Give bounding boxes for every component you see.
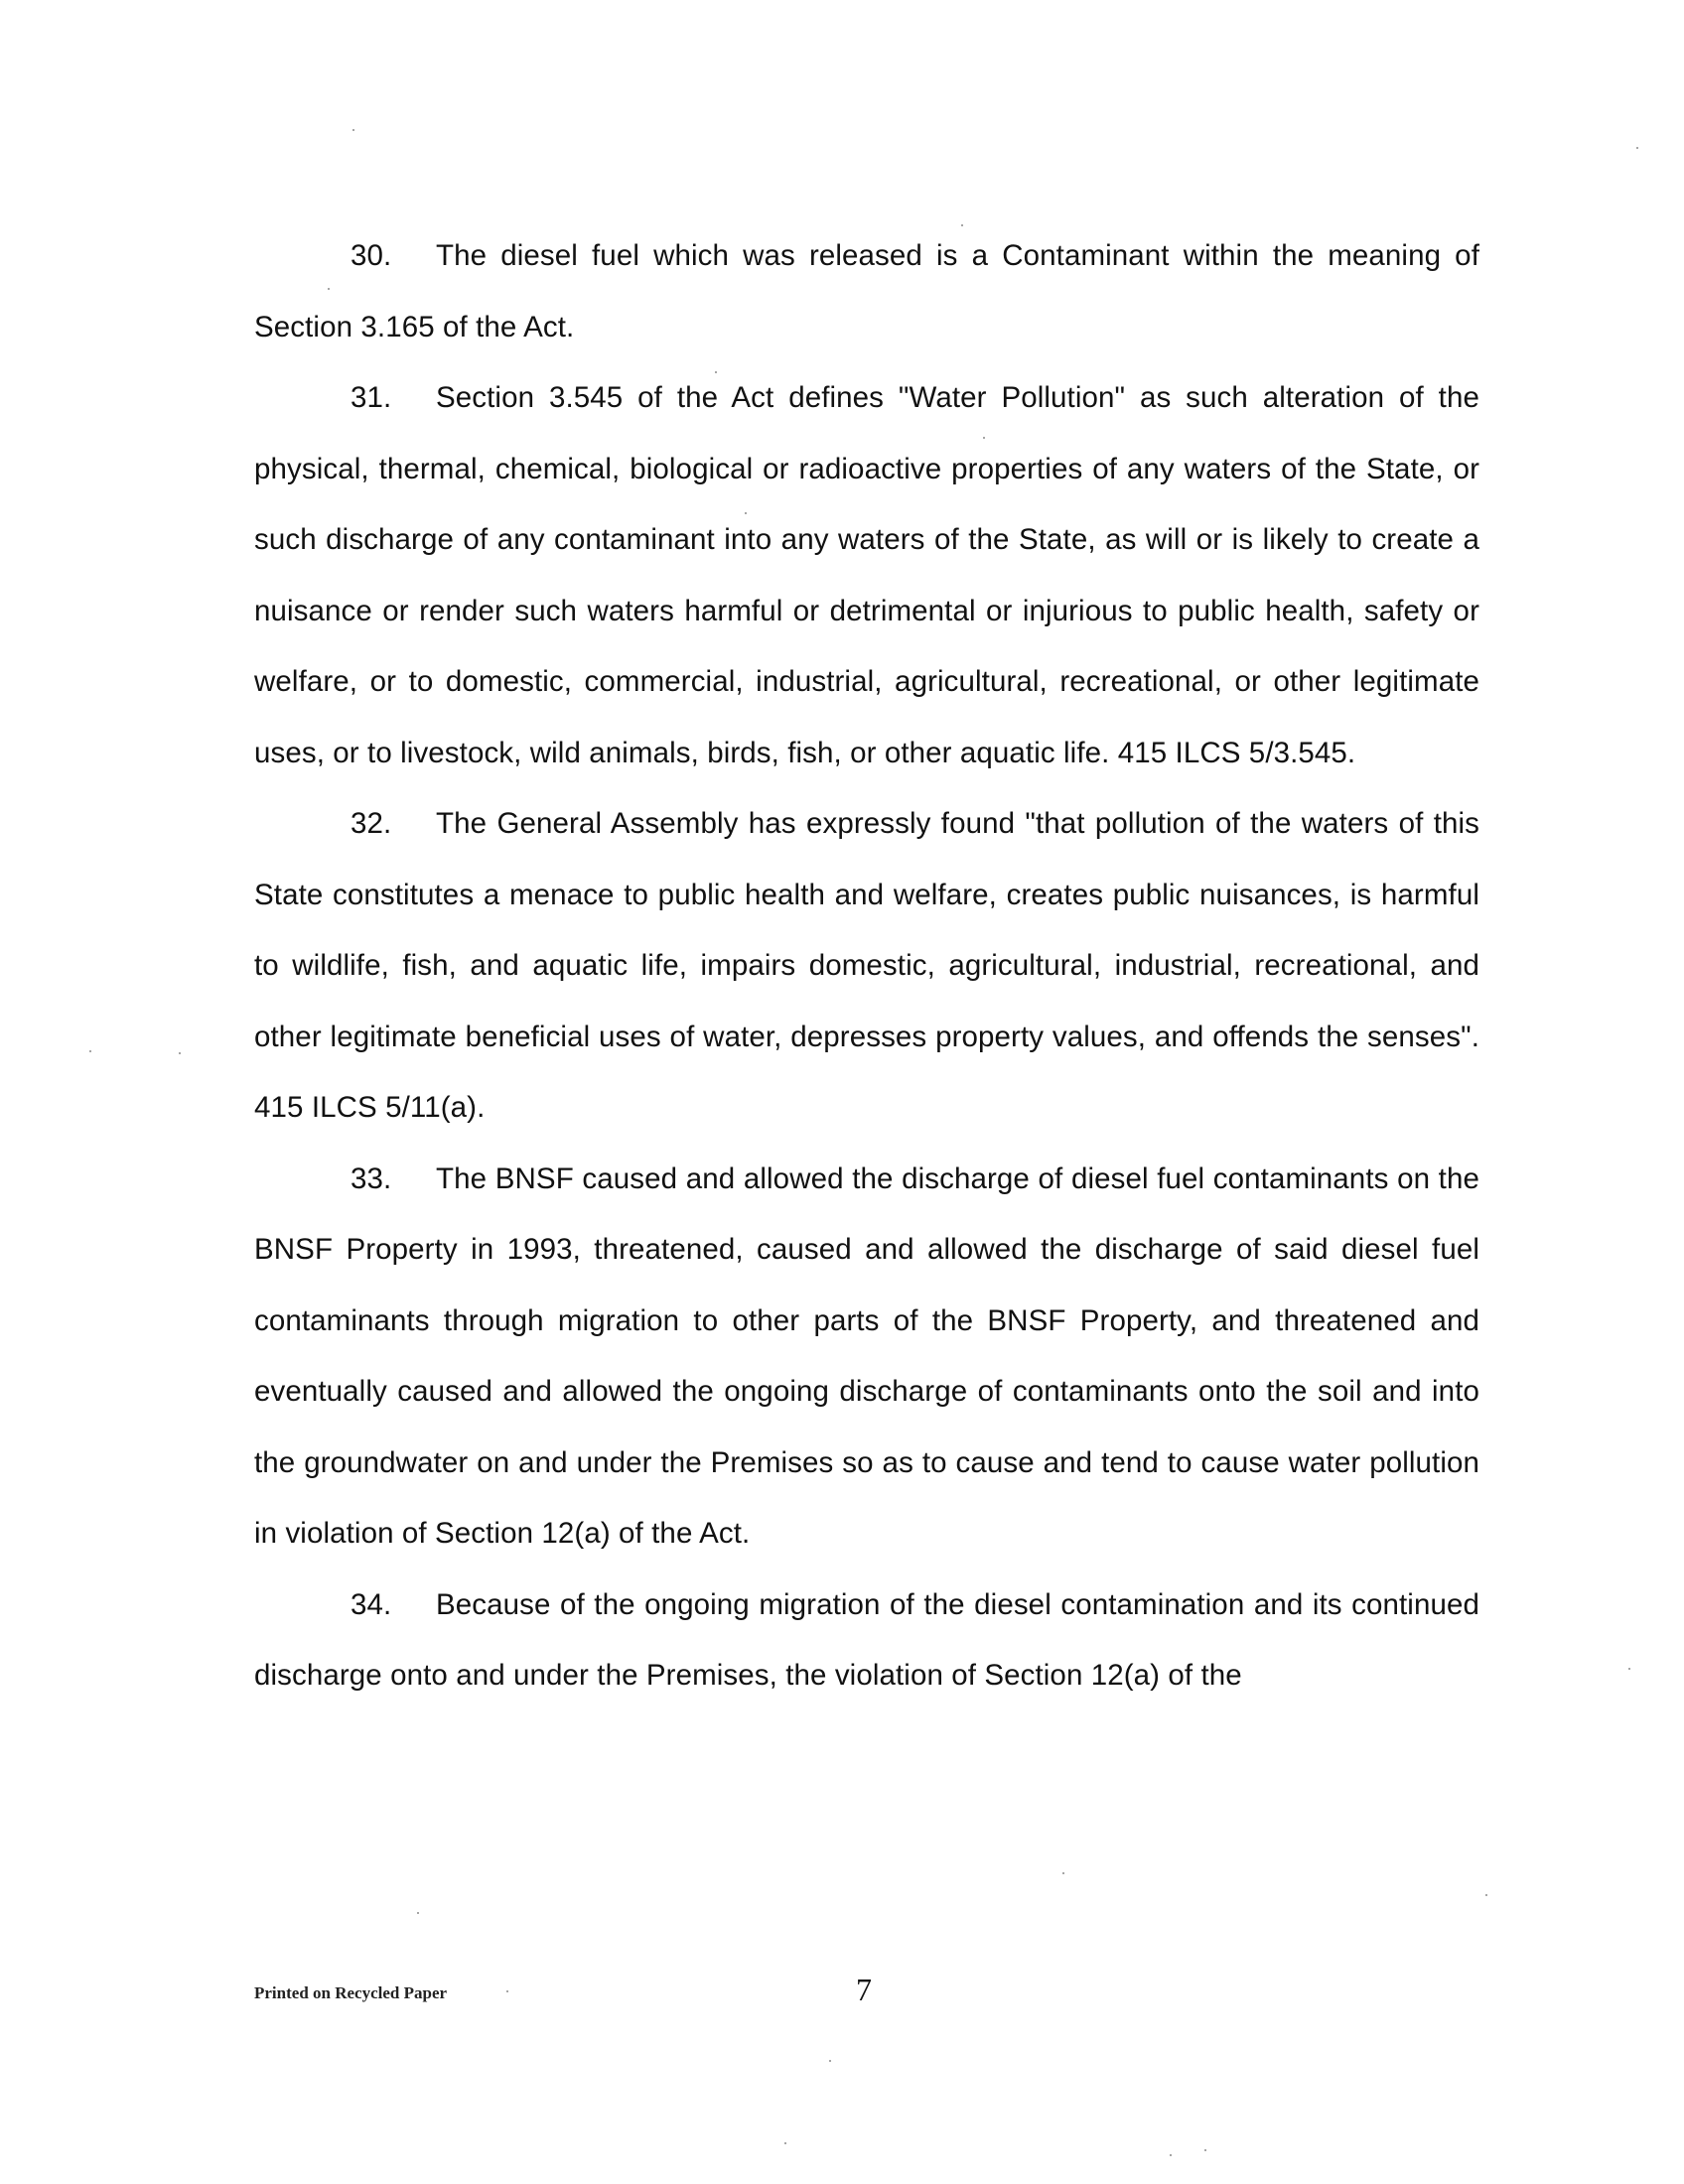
scan-speck <box>1628 1668 1630 1670</box>
paragraph-number: 31. <box>351 381 392 414</box>
scan-speck <box>417 1912 419 1914</box>
scan-speck <box>1062 1872 1064 1874</box>
paragraph-number: 34. <box>351 1587 392 1621</box>
scan-speck <box>1636 147 1638 149</box>
scan-speck <box>784 2142 786 2144</box>
scan-speck <box>1204 2149 1206 2151</box>
paragraph-text: The diesel fuel which was released is a Contaminant within the meaning of Section 3.165 of the Act. <box>254 239 1479 343</box>
scan-speck <box>715 371 717 373</box>
scan-speck <box>328 288 330 290</box>
scan-speck <box>506 1990 508 1992</box>
scan-speck <box>179 1052 181 1054</box>
paragraph-number: 32. <box>351 807 392 840</box>
page-number: 7 <box>856 1972 872 2007</box>
paragraph-text: The BNSF caused and allowed the discharge of diesel fuel contaminants on the BNSF Property in 1993, threatened, caused and allowed the discharge of said diesel fuel contaminants through migration to other parts of the BNSF Property, and threatened and eventually caused and allowed the ongoing discharge of contaminants onto the soil and into the groundwater on and under the Premises so as to cause and tend to cause water pollution in violation of Section 12(a) of the Act. <box>254 1161 1479 1550</box>
document-body <box>254 220 1479 1711</box>
scan-speck <box>745 512 747 514</box>
paragraph-number: 30. <box>351 239 392 272</box>
scan-speck <box>961 224 963 226</box>
scan-speck <box>983 437 985 439</box>
scan-speck <box>352 129 354 131</box>
scan-speck <box>89 1050 91 1052</box>
paragraph-text: The General Assembly has expressly found "that pollution of the waters of this State constitutes a menace to public health and welfare, creates public nuisances, is harmful to wildlife, fish, and aquatic life, impairs domestic, agricultural, industrial, recreational, and other legitimate beneficial uses of water, depresses property values, and offends the senses". 415 ILCS 5/11(a). <box>254 807 1479 1124</box>
paragraph-31 <box>254 362 1479 788</box>
scan-speck <box>829 2060 831 2062</box>
scan-speck <box>1485 1894 1487 1896</box>
paragraph-text: Because of the ongoing migration of the diesel contamination and its continued discharge onto and under the Premises, the violation of Section 12(a) of the <box>254 1587 1479 1692</box>
scan-speck <box>1170 2154 1172 2156</box>
paragraph-32 <box>254 788 1479 1144</box>
recycled-paper-note: Printed on Recycled Paper <box>254 1983 448 2002</box>
paragraph-34 <box>254 1570 1479 1711</box>
paragraph-number: 33. <box>351 1161 392 1195</box>
paragraph-33 <box>254 1144 1479 1570</box>
paragraph-text: Section 3.545 of the Act defines "Water Pollution" as such alteration of the physical, thermal, chemical, biological or radioactive properties of any waters of the State, or such discharge of any contaminant into any waters of the State, as will or is likely to create a nuisance or render such waters harmful or detrimental or injurious to public health, safety or welfare, or to domestic, commercial, industrial, agricultural, recreational, or other legitimate uses, or to livestock, wild animals, birds, fish, or other aquatic life. 415 ILCS 5/3.545. <box>254 381 1479 769</box>
paragraph-30 <box>254 220 1479 362</box>
